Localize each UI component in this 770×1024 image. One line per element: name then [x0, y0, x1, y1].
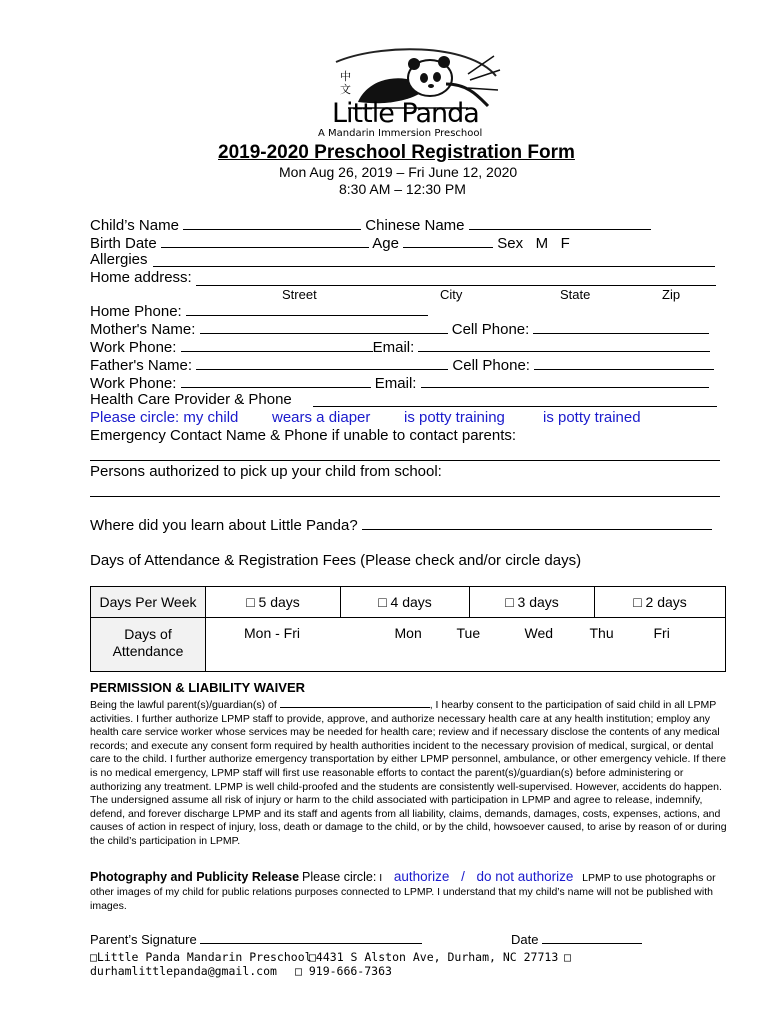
mother-work-phone-label: Work Phone: — [90, 339, 177, 356]
emergency-contact-label: Emergency Contact Name & Phone if unable to contact parents: — [90, 427, 517, 444]
date-field[interactable] — [542, 930, 642, 944]
address-street-caption: Street — [282, 287, 317, 302]
footer-address: □4431 S Alston Ave, Durham, NC 27713 — [309, 950, 559, 964]
row-father-work — [90, 374, 709, 392]
footer-box: □ — [564, 950, 571, 964]
age-label: Age — [372, 235, 399, 252]
authorized-pickup-field[interactable] — [90, 496, 720, 497]
learn-about-field[interactable] — [362, 516, 712, 530]
footer-phone[interactable]: □ 919-666-7363 — [295, 964, 392, 978]
logo-tagline: A Mandarin Immersion Preschool — [318, 128, 483, 139]
row-health-care — [90, 391, 292, 408]
row-potty — [90, 409, 238, 426]
allergies-label: Allergies — [90, 251, 148, 268]
day-mon[interactable]: Mon — [394, 625, 422, 641]
father-work-phone-label: Work Phone: — [90, 375, 177, 392]
sex-label: Sex — [497, 235, 524, 252]
school-dates: Mon Aug 26, 2019 – Fri June 12, 2020 — [279, 164, 518, 180]
mother-cell-phone-field[interactable] — [533, 320, 709, 334]
days-cell — [341, 618, 726, 672]
photo-authorize-option[interactable]: authorize — [393, 869, 450, 884]
photo-heading: Photography and Publicity Release — [90, 870, 300, 884]
option-2-days[interactable]: □ 2 days — [595, 587, 726, 618]
form-title: 2019-2020 Preschool Registration Form — [218, 142, 575, 163]
please-circle-label: Please circle: my child — [90, 409, 239, 426]
footer-school: □Little Panda Mandarin Preschool — [90, 950, 312, 964]
father-work-phone-field[interactable] — [181, 374, 371, 388]
mothers-name-field[interactable] — [200, 320, 448, 334]
address-zip-caption: Zip — [662, 287, 681, 302]
home-address-label: Home address: — [90, 269, 192, 286]
photo-please-circle: Please circle: — [302, 870, 377, 884]
sex-f-option[interactable]: F — [560, 235, 570, 252]
waiver-intro: Being the lawful parent(s)/guardian(s) of — [90, 699, 277, 711]
logo-chinese-chars: 中 文 — [340, 70, 351, 96]
photo-i: I — [379, 872, 383, 884]
row-learn — [90, 516, 712, 534]
home-phone-label: Home Phone: — [90, 303, 182, 320]
mother-work-phone-field[interactable] — [181, 338, 373, 352]
photo-do-not-authorize-option[interactable]: do not authorize — [476, 869, 574, 884]
address-state-caption: State — [560, 287, 591, 302]
emergency-contact-field[interactable] — [90, 460, 720, 461]
parent-signature-field[interactable] — [200, 930, 422, 944]
waiver-heading: PERMISSION & LIABILITY WAIVER — [90, 680, 306, 695]
day-wed[interactable]: Wed — [524, 625, 554, 641]
day-tue[interactable]: Tue — [456, 625, 481, 641]
footer-email[interactable]: durhamlittlepanda@gmail.com — [90, 964, 277, 978]
row-date — [511, 930, 642, 947]
health-care-label: Health Care Provider & Phone — [90, 391, 292, 408]
date-label: Date — [511, 932, 539, 947]
mothers-name-label: Mother's Name: — [90, 321, 196, 338]
row-birth-date — [90, 234, 570, 252]
home-phone-field[interactable] — [186, 302, 428, 316]
days-per-week-header: Days Per Week — [91, 587, 206, 618]
age-field[interactable] — [403, 234, 493, 248]
chinese-name-field[interactable] — [469, 216, 651, 230]
father-email-label: Email: — [374, 375, 417, 392]
option-5-days[interactable]: □ 5 days — [206, 587, 341, 618]
day-thu[interactable]: Thu — [589, 625, 614, 641]
option-3-days[interactable]: □ 3 days — [470, 587, 595, 618]
row-allergies — [90, 251, 148, 268]
health-care-field[interactable] — [313, 406, 717, 407]
childs-name-field[interactable] — [183, 216, 361, 230]
attendance-table — [90, 586, 726, 672]
day-fri[interactable]: Fri — [653, 625, 670, 641]
day-mon-fri[interactable]: Mon - Fri — [206, 618, 341, 672]
row-child-name — [90, 216, 651, 234]
home-address-field[interactable] — [196, 285, 716, 286]
authorized-pickup-label: Persons authorized to pick up your child from school: — [90, 463, 442, 480]
waiver-child-name-field[interactable] — [280, 698, 430, 708]
row-home-phone — [90, 302, 428, 320]
logo — [318, 44, 508, 142]
birth-date-field[interactable] — [161, 234, 369, 248]
learn-about-label: Where did you learn about Little Panda? — [90, 517, 358, 534]
photo-tail: LPMP to use — [582, 872, 643, 884]
photo-slash: / — [461, 869, 465, 884]
mother-email-field[interactable] — [418, 338, 710, 352]
birth-date-label: Birth Date — [90, 235, 157, 252]
sex-m-option[interactable]: M — [535, 235, 549, 252]
waiver-body: , I hearby consent to the participation of said child in all LPMP activities. I further authorize LPMP staff to provide, approve, and authorize necessary health care at any health institution; employ any health care service worker whose services may be needed for health care; review and if necessary disclose the contents of any medical records; and execute any consent form required by health authorities incident to the necessary provision of medical, surgical, or dental care to the child. I further authorize emergency transportation by either LPMP personnel, ambulance, or other emergency vehicle. If there is no medical emergency, LPMP staff will first use reasonable efforts to contact the parent(s)/guardian(s) before administering or authorizing any treatment. LPMP is well child-proofed and the students are consistently well-supervised. However, accidents do happen. The undersigned assume all risk of injury or harm to the child associated with participation in LPMP and agree to release, indemnify, defend, and forever discharge LPMP and its staff and agents from all liability, claims, demands, damages, costs, expenses, actions, and causes of action in respect of injury, loss, death or damage to the child, or by the child, howsoever caused, to arise by reason of or during the child’s participation in LPMP. — [90, 699, 727, 847]
attendance-heading: Days of Attendance & Registration Fees (Please check and/or circle days) — [90, 552, 582, 569]
father-cell-phone-label: Cell Phone: — [452, 357, 530, 374]
row-signature — [90, 930, 422, 947]
row-mother — [90, 320, 709, 338]
childs-name-label: Child’s Name — [90, 217, 179, 234]
option-potty-trained[interactable]: is potty trained — [543, 409, 641, 426]
days-of-attendance-header — [91, 618, 206, 672]
photo-body: photographs or other images of my child for public relations purposes connected to LPMP. I understand that my child’s name will not be published with images. — [90, 872, 716, 912]
days-of-attendance-text: Days of Attendance — [112, 626, 184, 659]
mother-email-label: Email: — [372, 339, 415, 356]
option-4-days[interactable]: □ 4 days — [341, 587, 470, 618]
chinese-name-label: Chinese Name — [365, 217, 465, 234]
fathers-name-label: Father's Name: — [90, 357, 193, 374]
waiver-text — [90, 698, 730, 849]
father-email-field[interactable] — [421, 374, 709, 388]
father-cell-phone-field[interactable] — [534, 356, 714, 370]
row-home-address — [90, 269, 192, 286]
logo-brand: Little Panda — [332, 98, 479, 129]
address-city-caption: City — [440, 287, 463, 302]
photo-release — [90, 870, 730, 913]
option-potty-training[interactable]: is potty training — [404, 409, 505, 426]
allergies-field[interactable] — [153, 266, 715, 267]
option-wears-diaper[interactable]: wears a diaper — [272, 409, 371, 426]
mother-cell-phone-label: Cell Phone: — [451, 321, 530, 338]
row-mother-work — [90, 338, 710, 356]
parent-signature-label: Parent’s Signature — [90, 932, 197, 947]
school-hours: 8:30 AM – 12:30 PM — [339, 181, 466, 197]
row-father — [90, 356, 714, 374]
fathers-name-field[interactable] — [196, 356, 448, 370]
